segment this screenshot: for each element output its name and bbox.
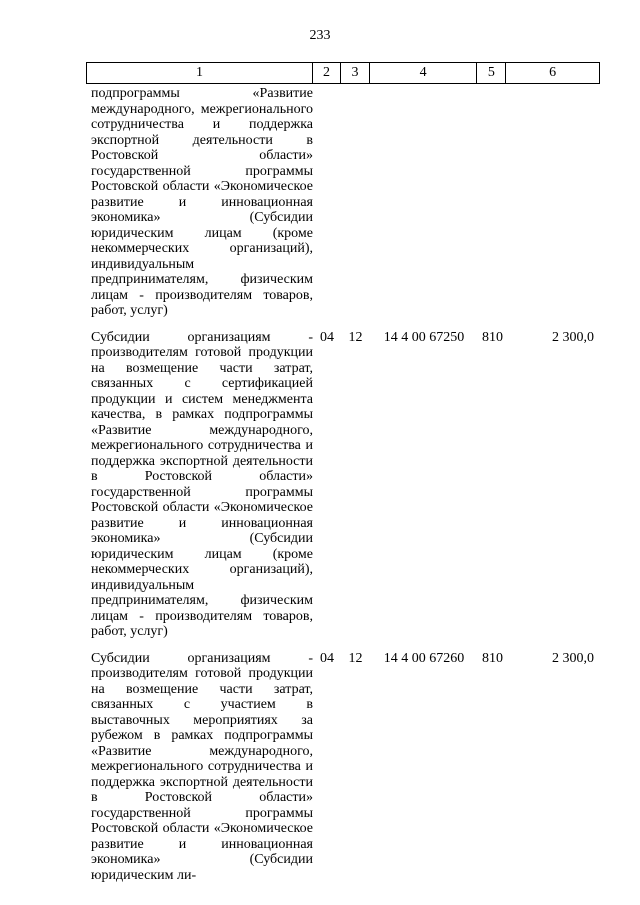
table-body xyxy=(86,86,600,894)
table-header-row xyxy=(86,62,600,84)
row-description: Субсидии организациям - производителям готовой продукции на возмещение части затрат, связанных с сертификацией продукции и систем менеджмента качества, в рамках подпрограммы «Развитие международного, межрегионального сотрудничества и поддержка экспортной деятельности в Ростовской области» государственной программы Ростовской области «Экономическое развитие и инновационная экономика» (Субсидии юридическим лицам (кроме некоммерческих организаций), индивидуальным предпринимателям, физическим лицам - производителям товаров, работ, услуг) xyxy=(91,329,313,639)
row-section-code: 04 xyxy=(320,650,334,666)
row-description: подпрограммы «Развитие международного, межрегионального сотрудничества и поддержка экспортной деятельности в Ростовской области» государственной программы Ростовской области «Экономическое развитие и инновационная экономика» (Субсидии юридическим лицам (кроме некоммерческих организаций), индивидуальным предпринимателям, физическим лицам - производителям товаров, работ, услуг) xyxy=(91,86,313,318)
page-number: 233 xyxy=(309,28,331,43)
column-header-2: 2 xyxy=(313,63,341,83)
table-row xyxy=(86,86,600,319)
row-description: Субсидии организациям - производителям готовой продукции на возмещение части затрат, связанных с участием в выставочных мероприятиях за рубежом в рамках подпрограммы «Развитие международного, межрегионального сотрудничества и поддержка экспортной деятельности в Ростовской области» государственной программы Ростовской области «Экономическое развитие и инновационная экономика» (Субсидии юридическим ли- xyxy=(91,650,313,883)
row-amount: 2 300,0 xyxy=(552,650,594,666)
column-header-1: 1 xyxy=(87,63,313,83)
table-row xyxy=(86,651,600,884)
row-section-code: 04 xyxy=(320,329,334,345)
row-amount: 2 300,0 xyxy=(552,329,594,345)
row-expense-type-code: 810 xyxy=(482,329,503,345)
row-subsection-code: 12 xyxy=(348,650,363,666)
row-subsection-code: 12 xyxy=(348,329,363,345)
row-target-article-code: 14 4 00 67250 xyxy=(383,329,465,345)
column-header-5: 5 xyxy=(477,63,506,83)
table-row xyxy=(86,330,600,640)
column-header-3: 3 xyxy=(341,63,370,83)
column-header-6: 6 xyxy=(549,65,557,80)
column-header-4: 4 xyxy=(370,63,478,83)
row-target-article-code: 14 4 00 67260 xyxy=(383,650,465,666)
row-expense-type-code: 810 xyxy=(482,650,503,666)
